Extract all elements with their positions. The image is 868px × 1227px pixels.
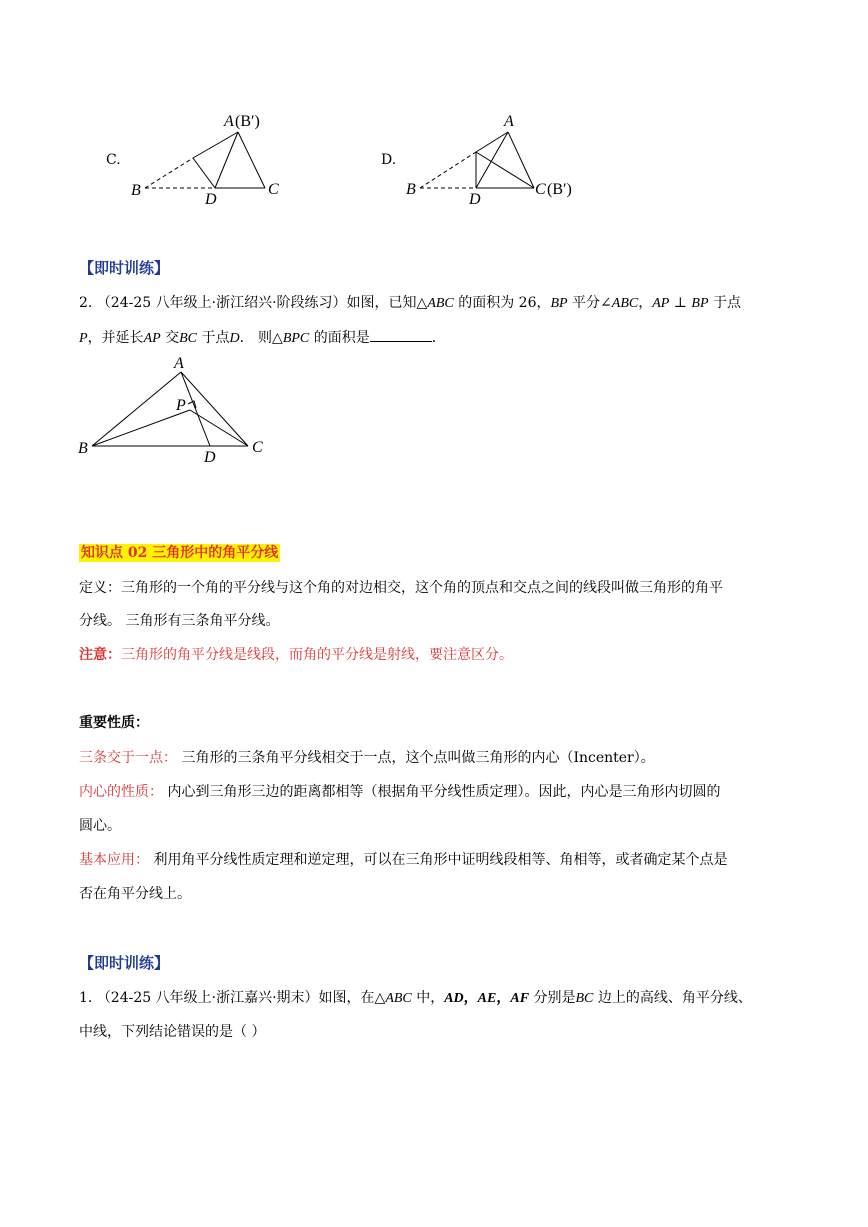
line-a-ext [476, 132, 508, 152]
label-d: D [204, 449, 216, 465]
label-d: D [205, 191, 217, 208]
property-1: 三条交于一点： 三角形的三条角平分线相交于一点，这个点叫做三角形的内心（Incenter）。 [79, 750, 655, 766]
line-fold [193, 158, 215, 188]
label-c: C [268, 181, 279, 198]
segment-pc [190, 410, 248, 446]
question-2-line-1: 2. （24-25 八年级上·浙江绍兴·阶段练习）如图，已知△ABC 的面积为 26，BP 平分∠ABC，AP ⊥ BP 于点 [79, 295, 741, 311]
figure-question-2 [70, 350, 280, 465]
dashed-b-to-a [145, 158, 193, 188]
label-p: P [176, 397, 186, 414]
label-b: B [406, 181, 416, 198]
option-c-label: C. [106, 152, 121, 168]
note: 注意：三角形的角平分线是线段，而角的平分线是射线，要注意区分。 [79, 647, 513, 663]
question-2-line-2: P，并延长AP 交BC 于点D． 则△BPC 的面积是 ． [79, 327, 446, 349]
label-b-prime: (B′) [547, 181, 572, 198]
property-3: 基本应用： 利用角平分线性质定理和逆定理，可以在三角形中证明线段相等、角相等，或者确定某个点是 [79, 852, 728, 868]
question-number: 1. [79, 990, 93, 1006]
label-c: C [535, 181, 546, 198]
figure-option-c [125, 108, 295, 208]
question-1-line-2: 中线，下列结论错误的是（ ） [79, 1024, 266, 1040]
answer-blank[interactable] [370, 327, 432, 342]
side-ac [181, 372, 248, 446]
question-source: （24-25 八年级上·浙江嘉兴·期末）如图，在 [96, 990, 375, 1006]
label-d: D [469, 191, 481, 208]
label-c: C [252, 439, 263, 456]
property-2: 内心的性质： 内心到三角形三边的距离都相等（根据角平分线性质定理）。因此，内心是三角形内切圆的 [79, 784, 721, 800]
question-1-line-1: 1. （24-25 八年级上·浙江嘉兴·期末）如图，在△ABC 中，AD，AE，AF 分别是BC 边上的高线、角平分线、 [79, 990, 752, 1006]
label-b: B [78, 440, 88, 457]
label-b-prime: (B′) [235, 113, 260, 130]
property-3-cont: 否在角平分线上。 [79, 886, 191, 902]
label-a: A [504, 113, 514, 130]
dashed-b-to-a [420, 152, 476, 188]
line-a-ext [193, 132, 238, 158]
properties-title: 重要性质： [79, 715, 149, 731]
definition-line-1: 定义：三角形的一个角的平分线与这个角的对边相交，这个角的顶点和交点之间的线段叫做三角形的角平 [79, 580, 723, 596]
definition-line-2: 分线。 三角形有三条角平分线。 [79, 613, 280, 629]
question-source: （24-25 八年级上·浙江绍兴·阶段练习）如图，已知 [96, 295, 417, 311]
label-b: B [131, 182, 141, 199]
line-ad [476, 132, 508, 188]
section-header-practice-1: 【即时训练】 [79, 259, 170, 277]
line-ac [238, 132, 265, 188]
line-ad [215, 132, 238, 188]
label-a: A [224, 113, 234, 130]
property-2-cont: 圆心。 [79, 818, 121, 834]
label-a: A [174, 355, 184, 372]
figure-option-d [400, 108, 590, 208]
segment-bp [92, 410, 190, 446]
question-number: 2. [79, 295, 93, 311]
section-header-practice-2: 【即时训练】 [79, 954, 170, 972]
side-ab [92, 372, 181, 446]
knowledge-point-title: 知识点 02 三角形中的角平分线 [81, 545, 279, 561]
option-d-label: D. [381, 152, 397, 168]
